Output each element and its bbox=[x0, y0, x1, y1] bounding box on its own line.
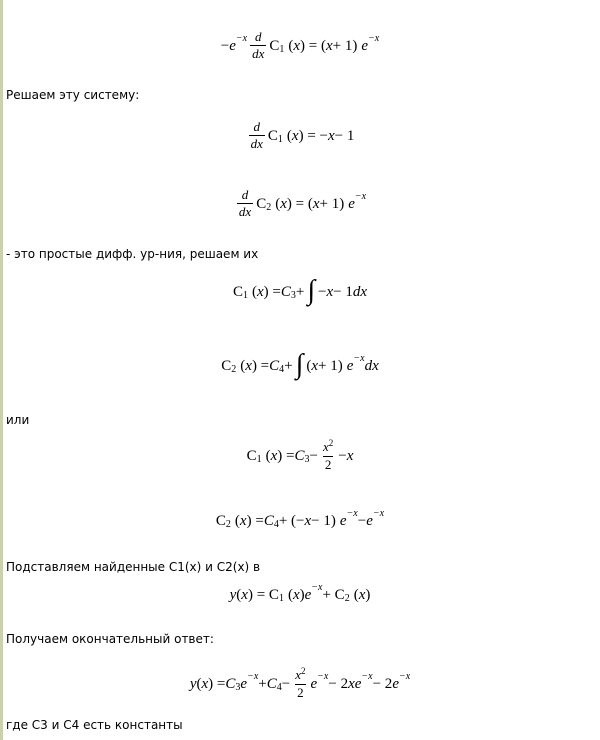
equation-2: $\frac{d}{dx}$ C 1 ( x ) = − x − 1 bbox=[250, 119, 355, 151]
equation-1: − e −x $\frac{d}{dx}$ C 1 ( x ) = ( x + 1) e −x bbox=[220, 29, 380, 61]
text-constants: где C3 и C4 есть константы bbox=[6, 718, 183, 732]
equation-5: C 2 ( x ) = C 4 + ∫ ( x + 1) e −x dx bbox=[221, 349, 379, 380]
text-substitute: Подставляем найденные C1(x) и C2(x) в bbox=[6, 560, 261, 574]
equation-3: $\frac{d}{dx}$ C 2 ( x ) = ( x + 1) e −x bbox=[238, 187, 367, 219]
equation-8: y ( x ) = C 1 ( x ) e −x + C 2 ( x ) bbox=[229, 582, 371, 604]
equation-7: C 2 ( x ) = C 4 + (− x − 1) e −x − e −x bbox=[215, 508, 385, 530]
text-solve-system: Решаем эту систему: bbox=[6, 88, 140, 102]
text-simple-diffs: - это простые дифф. ур-ния, решаем их bbox=[6, 247, 259, 261]
equation-6: C 1 ( x ) = C 3 − $\frac{x^2}{2}$ − x bbox=[246, 438, 354, 472]
equation-4: C 1 ( x ) = C 3 + ∫ − x − 1 dx bbox=[232, 275, 368, 306]
text-or: или bbox=[6, 413, 30, 427]
equation-9: y ( x ) = C 3 e −x + C 4 − $\frac{x^2}{2}$ e −x − 2 xe −x − 2 e −x bbox=[189, 666, 411, 700]
text-final-answer: Получаем окончательный ответ: bbox=[6, 632, 214, 646]
